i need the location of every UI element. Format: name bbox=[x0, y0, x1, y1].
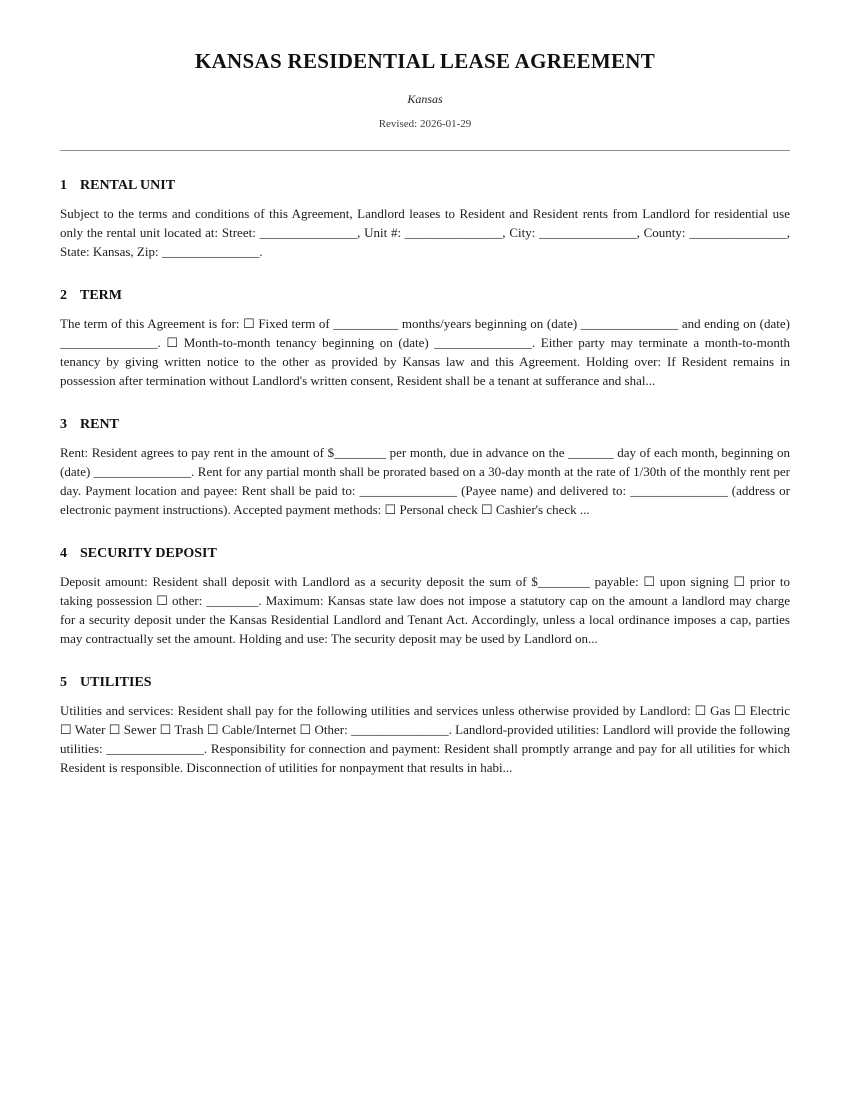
section-body: Deposit amount: Resident shall deposit with Landlord as a security deposit the sum of $________ payable: ☐ upon signing ☐ prior to taking possession ☐ other: ________. Maximum: Kansas state law does not impose a statutory cap on the amount a landlord may charge for a security deposit under the Kansas Residential Landlord and Tenant Act. Accordingly, unless a local ordinance imposes a cap, parties may contractually set the amount. Holding and use: The security deposit may be used by Landlord on... bbox=[60, 574, 790, 646]
section-number: 2 bbox=[60, 288, 67, 303]
section-heading bbox=[60, 288, 790, 304]
section-term bbox=[60, 288, 790, 390]
section-number: 3 bbox=[60, 417, 67, 432]
section-body: Rent: Resident agrees to pay rent in the amount of $________ per month, due in advance on the _______ day of each month, beginning on (date) _______________. Rent for any partial month shall be prorated based on a 30-day month at the rate of 1/30th of the monthly rent per day. Payment location and payee: Rent shall be paid to: _______________ (Payee name) and delivered to: _______________ (address or electronic payment instructions). Accepted payment methods: ☐ Personal check ☐ Cashier's check ... bbox=[60, 445, 790, 517]
page-title: KANSAS RESIDENTIAL LEASE AGREEMENT bbox=[194, 49, 656, 73]
section-rental-unit bbox=[60, 178, 790, 261]
section-number: 1 bbox=[60, 178, 67, 193]
section-body: The term of this Agreement is for: ☐ Fixed term of __________ months/years beginning on (date) _______________ and ending on (date) _______________. ☐ Month-to-month tenancy beginning on (date) _______________. Either party may terminate a month-to-month tenancy by giving written notice to the other as provided by Kansas law and this Agreement. Holding over: If Resident remains in possession after termination without Landlord's written consent, Resident shall be a tenant at sufferance and shal... bbox=[60, 316, 790, 388]
section-heading-label: SECURITY DEPOSIT bbox=[80, 546, 217, 561]
section-heading bbox=[60, 417, 790, 433]
section-body: Subject to the terms and conditions of this Agreement, Landlord leases to Resident and Resident rents from Landlord for residential use only the rental unit located at: Street: _______________, Unit #: _______________, City: _______________, County: _______________, State: Kansas, Zip: _______________. bbox=[60, 206, 790, 259]
header-divider bbox=[60, 150, 790, 151]
section-number: 4 bbox=[60, 546, 67, 561]
revision-date: Revised: 2026-01-29 bbox=[378, 118, 472, 130]
section-rent bbox=[60, 417, 790, 519]
section-heading-label: UTILITIES bbox=[80, 675, 152, 690]
section-heading bbox=[60, 546, 790, 562]
section-body: Utilities and services: Resident shall pay for the following utilities and services unless otherwise provided by Landlord: ☐ Gas ☐ Electric ☐ Water ☐ Sewer ☐ Trash ☐ Cable/Internet ☐ Other: _______________. Landlord-provided utilities: Landlord will provide the following utilities: _______________. Responsibility for connection and payment: Resident shall promptly arrange and pay for all utilities for which Resident is responsible. Disconnection of utilities for nonpayment that results in habi... bbox=[60, 703, 790, 775]
section-heading-label: TERM bbox=[80, 288, 122, 303]
section-heading-label: RENTAL UNIT bbox=[80, 178, 176, 193]
section-security-deposit bbox=[60, 546, 790, 648]
document-subtitle: Kansas bbox=[407, 92, 443, 106]
section-heading bbox=[60, 675, 790, 691]
section-heading bbox=[60, 178, 790, 194]
section-heading-label: RENT bbox=[80, 417, 119, 432]
section-number: 5 bbox=[60, 675, 67, 690]
section-utilities bbox=[60, 675, 790, 777]
